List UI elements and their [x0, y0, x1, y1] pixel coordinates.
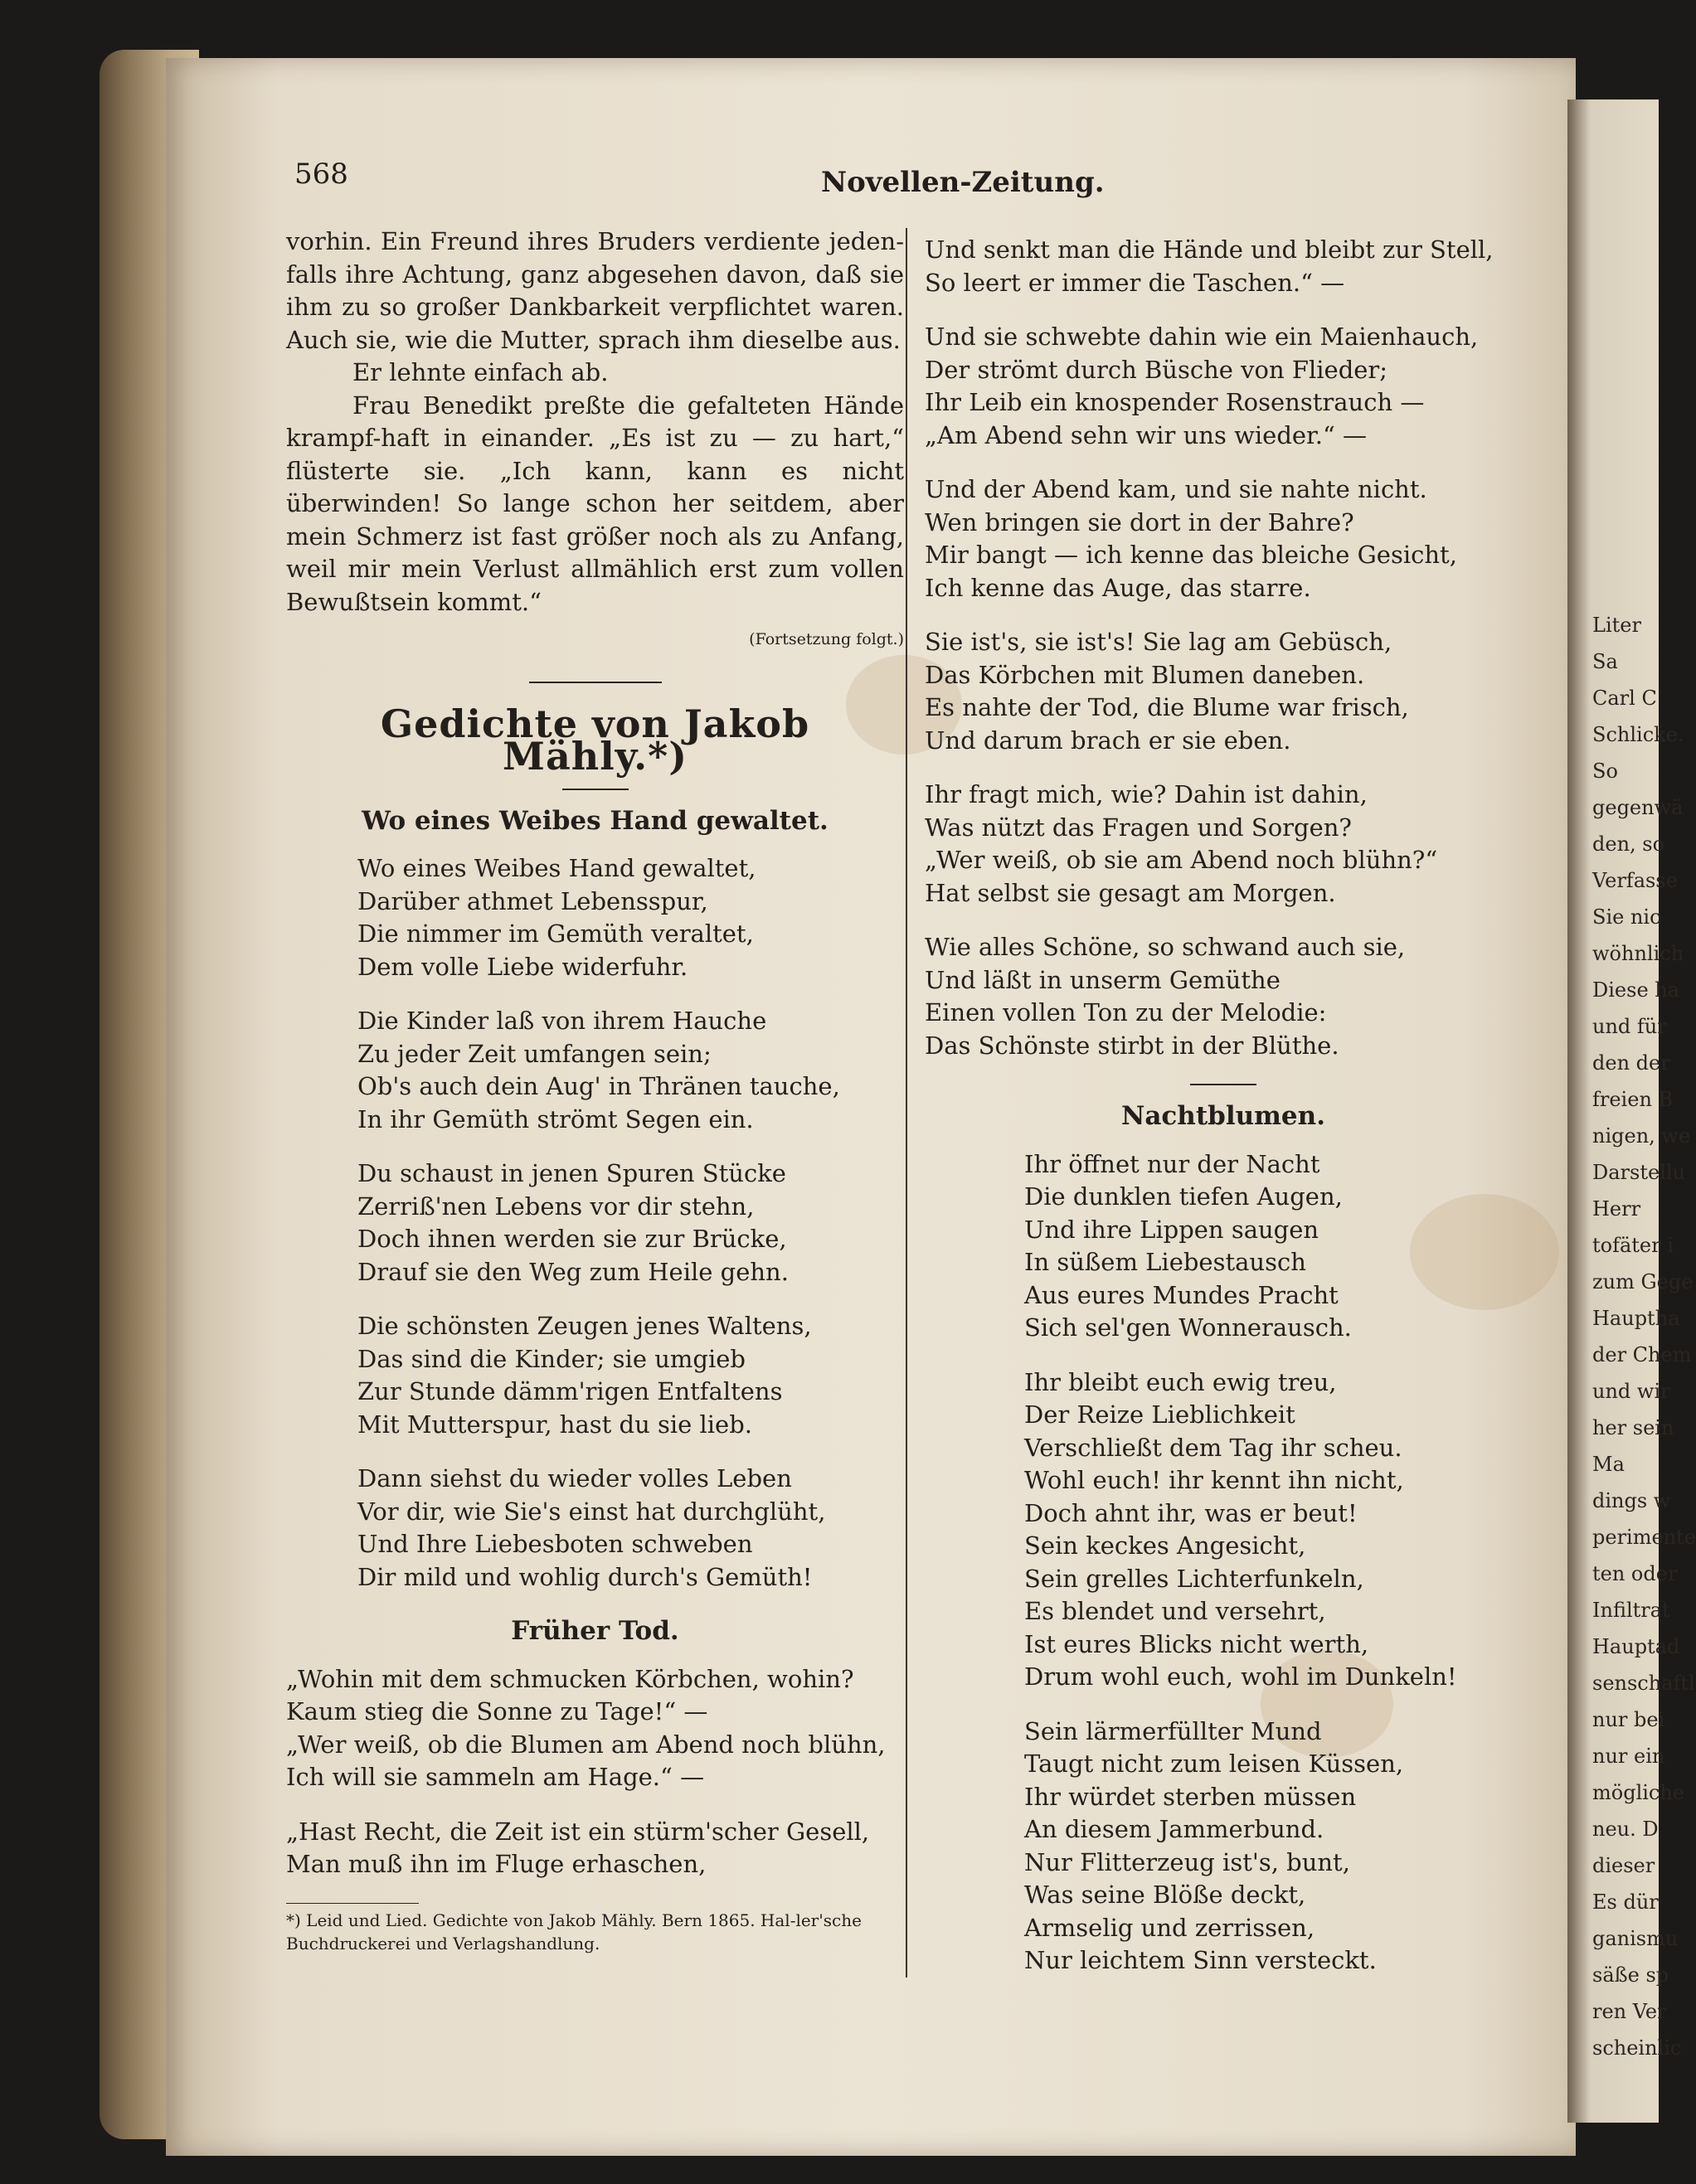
next-page-fragment: den, so [1592, 832, 1665, 856]
poem-title: Nachtblumen. [1120, 1101, 1325, 1131]
next-page-fragment: dieser [1592, 1854, 1655, 1877]
verse-line: „Am Abend sehn wir uns wieder.“ — [925, 420, 1367, 449]
verse-line: Und ihre Lippen saugen [1024, 1215, 1319, 1244]
next-page-fragment: nur bei [1592, 1708, 1665, 1731]
next-page-fragment: Schlicke. [1592, 723, 1684, 746]
verse-line: Sein lärmerfüllter Mund [1024, 1716, 1322, 1745]
poem-body [925, 234, 1522, 1062]
next-page-fragment: gegenwä [1592, 796, 1684, 819]
next-page-fragment: Sie nic [1592, 905, 1661, 929]
poem-rule [1190, 1084, 1256, 1085]
next-page-fragment: Infiltrat [1592, 1599, 1670, 1622]
stanza [1024, 1148, 1522, 1345]
stanza [357, 1463, 904, 1594]
verse-line: Und senkt man die Hände und bleibt zur Stell, [925, 235, 1494, 264]
next-page-fragment: den der [1592, 1051, 1670, 1075]
verse-line: Dir mild und wohlig durch's Gemüth! [357, 1562, 813, 1591]
next-page-fragment: dings w [1592, 1489, 1671, 1512]
verse-line: Ich kenne das Auge, das starre. [925, 573, 1311, 602]
stanza [286, 1663, 904, 1794]
verse-line: An diesem Jammerbund. [1024, 1815, 1324, 1843]
verse-line: Nur Flitterzeug ist's, bunt, [1024, 1847, 1350, 1876]
verse-line: Drauf sie den Weg zum Heile gehn. [357, 1257, 789, 1286]
verse-line: Man muß ihn im Fluge erhaschen, [286, 1850, 707, 1878]
next-page-fragment: mögliche [1592, 1781, 1685, 1804]
verse-line: Ist eures Blicks nicht werth, [1024, 1629, 1369, 1658]
verse-line: Und sie schwebte dahin wie ein Maienhauch, [925, 323, 1479, 351]
verse-line: „Wer weiß, ob die Blumen am Abend noch blühn, [286, 1730, 886, 1759]
next-page-fragment: Herr [1592, 1197, 1641, 1221]
verse-line: Vor dir, wie Sie's einst hat durchglüht, [357, 1497, 826, 1526]
next-page-fragment: senschaftl [1592, 1672, 1695, 1695]
poem-title: Wo eines Weibes Hand gewaltet. [362, 805, 829, 836]
verse-line: Zu jeder Zeit umfangen sein; [357, 1039, 712, 1068]
verse-line: Dann siehst du wieder volles Leben [357, 1464, 792, 1492]
verse-line: Ihr öffnet nur der Nacht [1024, 1149, 1320, 1178]
next-page-fragment: wöhnlich [1592, 942, 1684, 965]
verse-line: Verschließt dem Tag ihr scheu. [1024, 1433, 1402, 1462]
verse-line: Die schönsten Zeugen jenes Waltens, [357, 1312, 812, 1340]
stanza [286, 1816, 904, 1881]
stanza [357, 1005, 904, 1136]
poem-body [286, 852, 904, 1594]
verse-line: Mir bangt — ich kenne das bleiche Gesicht, [925, 541, 1457, 569]
next-page-fragment: Diese ha [1592, 978, 1680, 1002]
verse-line: Sie ist's, sie ist's! Sie lag am Gebüsch, [925, 628, 1392, 656]
next-page-fragment: scheinlic [1592, 2036, 1682, 2060]
next-page-fragment: Liter [1592, 614, 1641, 637]
verse-line: Ich will sie sammeln am Hage.“ — [286, 1763, 705, 1791]
verse-line: Du schaust in jenen Spuren Stücke [357, 1159, 786, 1187]
verse-line: Sich sel'gen Wonnerausch. [1024, 1313, 1352, 1342]
next-page-fragment: perimente [1592, 1526, 1696, 1549]
verse-line: Kaum stieg die Sonne zu Tage!“ — [286, 1697, 708, 1725]
next-page-fragment: Es dür [1592, 1890, 1659, 1914]
stanza [925, 473, 1522, 604]
verse-line: Armselig und zerrissen, [1024, 1913, 1315, 1942]
verse-line: Taugt nicht zum leisen Küssen, [1024, 1750, 1404, 1778]
verse-line: Und der Abend kam, und sie nahte nicht. [925, 475, 1427, 503]
verse-line: Ihr Leib ein knospender Rosenstrauch — [925, 388, 1425, 416]
stanza [925, 931, 1522, 1062]
verse-line: „Wohin mit dem schmucken Körbchen, wohin? [286, 1664, 854, 1693]
verse-line: Doch ihnen werden sie zur Brücke, [357, 1225, 787, 1253]
verse-line: In süßem Liebestausch [1024, 1248, 1306, 1276]
verse-line: Zur Stunde dämm'rigen Entfaltens [357, 1377, 783, 1405]
title-rule [562, 789, 629, 790]
next-page-fragment: her sein [1592, 1416, 1674, 1439]
verse-line: Sein grelles Lichterfunkeln, [1024, 1564, 1364, 1593]
verse-line: Aus eures Mundes Pracht [1024, 1280, 1339, 1309]
stanza [1024, 1716, 1522, 1978]
poem-body [286, 1663, 904, 1881]
next-page-fragment: Hauptha [1592, 1307, 1680, 1330]
verse-line: Wen bringen sie dort in der Bahre? [925, 507, 1354, 536]
next-page-fragment: ren Ver [1592, 2000, 1667, 2023]
next-page-fragment: Verfasse [1592, 869, 1678, 892]
verse-line: In ihr Gemüth strömt Segen ein. [357, 1104, 754, 1133]
footnote-rule [286, 1903, 419, 1904]
stanza [357, 852, 904, 983]
verse-line: Drum wohl euch, wohl im Dunkeln! [1024, 1662, 1457, 1691]
right-column [925, 234, 1522, 1999]
verse-line: Ihr würdet sterben müssen [1024, 1782, 1357, 1811]
next-page-fragment: ten oder [1592, 1562, 1678, 1585]
footnote: *) Leid und Lied. Gedichte von Jakob Mähly. Bern 1865. Hal-ler'sche Buchdruckerei und Verlagshandlung. [286, 1910, 862, 1953]
verse-line: Ihr bleibt euch ewig treu, [1024, 1367, 1337, 1396]
section-rule [529, 682, 662, 683]
next-page-fragment: Carl C [1592, 687, 1657, 710]
verse-line: Doch ahnt ihr, was er beut! [1024, 1498, 1358, 1527]
next-page-fragment: und wir [1592, 1380, 1670, 1403]
next-page-fragment: ganismu [1592, 1927, 1679, 1950]
next-page-fragment: nur ein [1592, 1745, 1665, 1768]
verse-line: Einen vollen Ton zu der Melodie: [925, 998, 1327, 1026]
stanza [1024, 1366, 1522, 1694]
poem-title: Früher Tod. [511, 1616, 679, 1646]
verse-line: Das Schönste stirbt in der Blüthe. [925, 1031, 1339, 1060]
verse-line: Dem volle Liebe widerfuhr. [357, 952, 688, 981]
verse-line: So leert er immer die Taschen.“ — [925, 268, 1345, 297]
stanza [925, 234, 1522, 299]
next-page-fragment: und für [1592, 1015, 1667, 1038]
verse-line: Der Reize Lieblichkeit [1024, 1400, 1295, 1429]
continuation-note: (Fortsetzung folgt.) [749, 630, 904, 648]
verse-line: Zerriß'nen Lebens vor dir stehn, [357, 1191, 755, 1221]
verse-line: Und Ihre Liebesboten schweben [357, 1530, 753, 1558]
next-page-fragment: tofäter i [1592, 1234, 1674, 1257]
column-divider [906, 228, 907, 1978]
verse-line: Die nimmer im Gemüth veraltet, [357, 920, 754, 948]
verse-line: „Wer weiß, ob sie am Abend noch blühn?“ [925, 846, 1438, 874]
verse-line: Nur leichtem Sinn versteckt. [1024, 1946, 1377, 1974]
next-page-strip [1567, 99, 1696, 2123]
stanza [925, 321, 1522, 452]
verse-line: Der strömt durch Büsche von Flieder; [925, 355, 1388, 384]
prose-paragraph: Er lehnte einfach ab. [352, 358, 609, 386]
verse-line: Wo eines Weibes Hand gewaltet, [357, 854, 756, 882]
page-number: 568 [294, 158, 348, 191]
next-page-fragment: Hauptad [1592, 1635, 1680, 1658]
verse-line: „Hast Recht, die Zeit ist ein stürm'scher Gesell, [286, 1817, 870, 1846]
prose-paragraph: Frau Benedikt preßte die gefalteten Hände krampf-haft in einander. „Es ist zu — zu hart,“ flüsterte sie. „Ich kann, kann es nicht überwinden! So lange schon her seitdem, aber mein Schmerz ist fast größer noch als zu Anfang, weil mir mein Verlust allmählich erst zum vollen Bewußtsein kommt.“ [286, 391, 904, 616]
section-title: Gedichte von Jakob Mähly.*) [380, 701, 810, 779]
verse-line: Ihr fragt mich, wie? Dahin ist dahin, [925, 780, 1368, 808]
stanza [925, 779, 1522, 910]
verse-line: Ob's auch dein Aug' in Thränen tauche, [357, 1072, 840, 1100]
next-page-fragment: Sa [1592, 650, 1618, 673]
verse-line: Wohl euch! ihr kennt ihn nicht, [1024, 1466, 1404, 1494]
verse-line: Hat selbst sie gesagt am Morgen. [925, 878, 1336, 907]
next-page-fragment: Ma [1592, 1453, 1625, 1476]
prose-paragraph: vorhin. Ein Freund ihres Bruders verdiente jeden-falls ihre Achtung, ganz abgesehen davon, daß sie ihm zu so großer Dankbarkeit verpflichtet waren. Auch sie, wie die Mutter, sprach ihm dieselbe aus. [286, 227, 904, 354]
verse-line: Die Kinder laß von ihrem Hauche [357, 1007, 767, 1035]
verse-line: Und darum brach er sie eben. [925, 726, 1291, 755]
next-page-fragment: zum Gege [1592, 1270, 1694, 1293]
poem-body [925, 1148, 1522, 1978]
stanza [357, 1158, 904, 1289]
verse-line: Es blendet und versehrt, [1024, 1597, 1326, 1625]
left-column [286, 226, 904, 1955]
verse-line: Sein keckes Angesicht, [1024, 1531, 1306, 1560]
verse-line: Das sind die Kinder; sie umgieb [357, 1344, 746, 1373]
verse-line: Das Körbchen mit Blumen daneben. [925, 660, 1365, 689]
verse-line: Mit Mutterspur, hast du sie lieb. [357, 1410, 752, 1439]
stanza [357, 1310, 904, 1441]
verse-line: Es nahte der Tod, die Blume war frisch, [925, 693, 1409, 721]
verse-line: Was seine Blöße deckt, [1024, 1881, 1306, 1909]
next-page-fragment: der Chem [1592, 1343, 1692, 1366]
next-page-fragment: Darstellu [1592, 1161, 1685, 1184]
verse-line: Und läßt in unserm Gemüthe [925, 965, 1281, 994]
verse-line: Die dunklen tiefen Augen, [1024, 1182, 1343, 1211]
verse-line: Was nützt das Fragen und Sorgen? [925, 813, 1352, 842]
verse-line: Darüber athmet Lebensspur, [357, 886, 708, 915]
next-page-fragment: nigen, we [1592, 1124, 1691, 1148]
stanza [925, 626, 1522, 757]
next-page-fragment: neu. D [1592, 1818, 1659, 1841]
next-page-fragment: So [1592, 760, 1618, 783]
next-page-fragment: säße sp [1592, 1963, 1669, 1987]
next-page-fragment: freien B [1592, 1088, 1674, 1111]
verse-line: Wie alles Schöne, so schwand auch sie, [925, 933, 1406, 961]
running-head: Novellen-Zeitung. [821, 166, 1105, 199]
